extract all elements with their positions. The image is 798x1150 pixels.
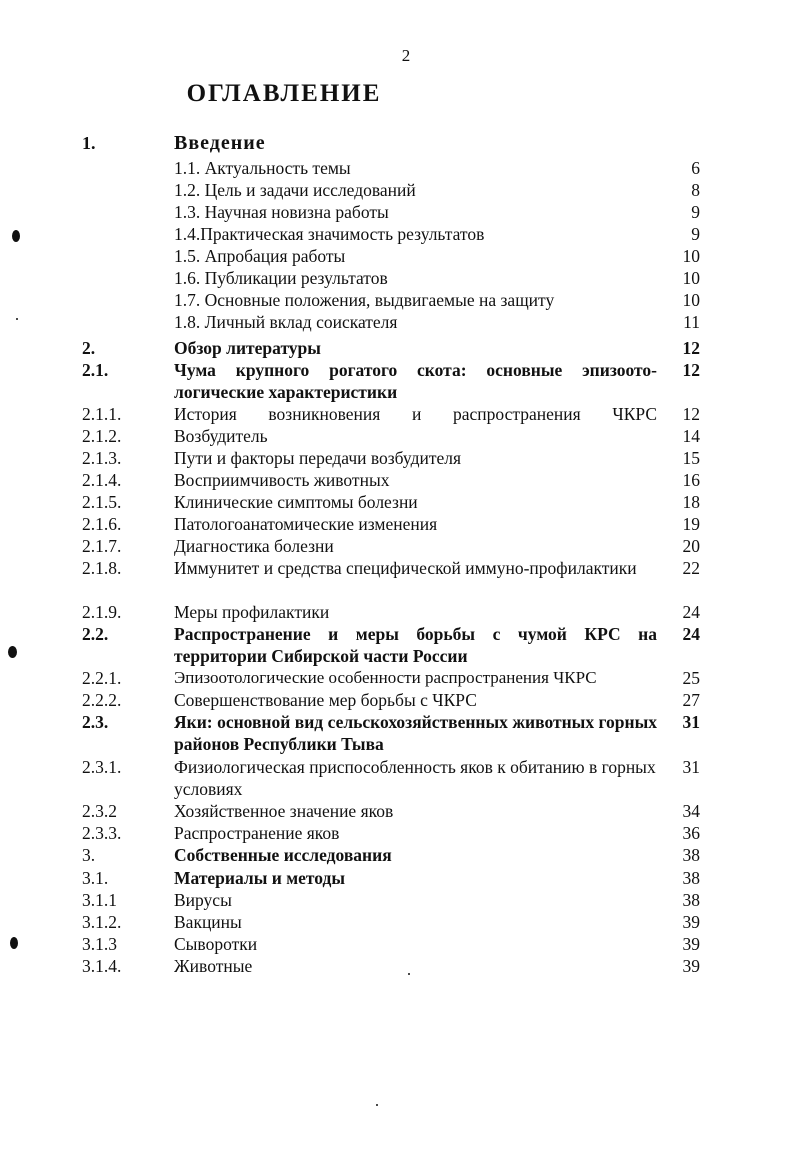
toc-page: 15: [682, 448, 700, 468]
toc-text: 1.5. Апробация работы: [174, 246, 346, 266]
toc-number: 2.1.: [82, 360, 109, 380]
toc-text: Хозяйственное значение яков: [174, 801, 394, 821]
toc-number: 2.2.1.: [82, 668, 122, 688]
toc-number: 2.3.: [82, 712, 109, 732]
toc-text: Вакцины: [174, 912, 242, 932]
toc-text: Возбудитель: [174, 426, 268, 446]
scan-mark: [8, 646, 17, 658]
toc-text: 1.2. Цель и задачи исследований: [174, 180, 416, 200]
toc-text: Введение: [174, 132, 266, 154]
toc-page: 14: [682, 426, 700, 446]
toc-text: Физиологическая приспособленность яков к обитанию в горных условиях: [174, 757, 656, 799]
toc-text: Меры профилактики: [174, 602, 330, 622]
toc-text: 1.1. Актуальность темы: [174, 158, 351, 178]
toc-text: 1.4.Практическая значимость результатов: [174, 224, 485, 244]
toc-page: 10: [682, 268, 700, 288]
scan-mark: [376, 1104, 378, 1106]
toc-page: 31: [682, 712, 700, 732]
toc-text: Вирусы: [174, 890, 232, 910]
scan-mark: [408, 973, 410, 975]
toc-text: Сыворотки: [174, 934, 258, 954]
toc-page: 9: [691, 202, 700, 222]
toc-text: 1.6. Публикации результатов: [174, 268, 388, 288]
toc-text: Собственные исследования: [174, 845, 392, 865]
toc-text: Совершенствование мер борьбы с ЧКРС: [174, 690, 477, 710]
toc-page: 39: [682, 956, 700, 976]
toc-page: 12: [682, 404, 700, 424]
toc-page: 8: [691, 180, 700, 200]
toc-page: 36: [682, 823, 700, 843]
toc-page: 9: [691, 224, 700, 244]
toc-text: Материалы и методы: [174, 868, 346, 888]
toc-page: 20: [682, 536, 700, 556]
page-number: 2: [401, 46, 411, 65]
toc-page: 38: [682, 845, 700, 865]
toc-page: 19: [682, 514, 700, 534]
toc-page: 10: [682, 246, 700, 266]
toc-page: 38: [682, 890, 700, 910]
toc-page: 39: [682, 912, 700, 932]
toc-text: Эпизоотологические особенности распространения ЧКРС: [174, 668, 597, 687]
toc-number: 3.1.2.: [82, 912, 122, 932]
toc-number: 2.1.3.: [82, 448, 122, 468]
toc-number: 2.3.3.: [82, 823, 122, 843]
toc-page: 27: [682, 690, 700, 710]
toc-text: Патологоанатомические изменения: [174, 514, 438, 534]
toc-number: 2.1.2.: [82, 426, 122, 446]
toc-text: Пути и факторы передачи возбудителя: [174, 448, 462, 468]
toc-number: 2.: [82, 338, 96, 358]
toc-number: 3.: [82, 845, 96, 865]
toc-number: 3.1.1: [82, 890, 117, 910]
scan-mark: [12, 230, 20, 242]
toc-number: 2.1.6.: [82, 514, 122, 534]
toc-page: 16: [682, 470, 700, 490]
toc-text: Диагностика болезни: [174, 536, 334, 556]
toc-page: 31: [682, 757, 700, 777]
toc-number: 3.1.: [82, 868, 109, 888]
toc-text: Животные: [174, 956, 253, 976]
toc-number: 2.3.2: [82, 801, 117, 821]
toc-text: Яки: основной вид сельскохозяйственных животных горных районов Республики Тыва: [174, 712, 657, 754]
toc-page: 25: [682, 668, 700, 688]
toc-page: 22: [682, 558, 700, 578]
toc-number: 2.1.1.: [82, 404, 122, 424]
toc-text: Обзор литературы: [174, 338, 321, 358]
toc-page: 11: [683, 312, 700, 332]
toc-page: 24: [682, 602, 700, 622]
toc-text: Иммунитет и средства специфической иммуно-профилактики: [174, 558, 637, 578]
toc-number: 2.3.1.: [82, 757, 122, 777]
toc-number: 3.1.4.: [82, 956, 122, 976]
toc-number: 1.: [82, 133, 96, 153]
toc-page: 39: [682, 934, 700, 954]
toc-number: 2.1.9.: [82, 602, 122, 622]
toc-text: 1.3. Научная новизна работы: [174, 202, 389, 222]
toc-title: ОГЛАВЛЕНИЕ: [186, 80, 382, 107]
toc-text: Распространение и меры борьбы с чумой КРС на территории Сибирской части России: [174, 624, 657, 666]
toc-text: История возникновения и распространения ЧКРС: [174, 404, 657, 424]
toc-number: 2.2.: [82, 624, 109, 644]
toc-text: Чума крупного рогатого скота: основные эпизоото-логические характеристики: [174, 360, 657, 402]
toc-page: 34: [682, 801, 700, 821]
toc-number: 2.1.4.: [82, 470, 122, 490]
toc-text: Восприимчивость животных: [174, 470, 390, 490]
toc-number: 2.1.5.: [82, 492, 122, 512]
toc-page: 38: [682, 868, 700, 888]
scan-mark: [10, 937, 18, 949]
toc-text: Клинические симптомы болезни: [174, 492, 418, 512]
toc-page: 10: [682, 290, 700, 310]
toc-text: 1.7. Основные положения, выдвигаемые на защиту: [174, 290, 555, 310]
toc-page: 12: [682, 338, 700, 358]
scan-mark: [16, 318, 18, 320]
toc-number: 2.1.8.: [82, 558, 122, 578]
toc-number: 2.2.2.: [82, 690, 122, 710]
toc-page: 24: [682, 624, 700, 644]
toc-page: 18: [682, 492, 700, 512]
toc-text: 1.8. Личный вклад соискателя: [174, 312, 398, 332]
toc-page: 6: [691, 158, 700, 178]
toc-number: 3.1.3: [82, 934, 117, 954]
toc-page: 12: [682, 360, 700, 380]
toc-number: 2.1.7.: [82, 536, 122, 556]
toc-text: Распространение яков: [174, 823, 340, 843]
